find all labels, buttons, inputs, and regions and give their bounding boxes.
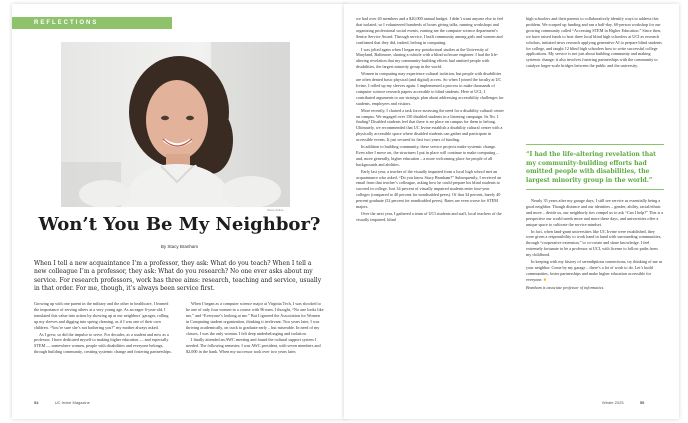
end-mark-icon: ■ xyxy=(543,276,546,282)
photo-credit: Steve Zylius xyxy=(267,208,284,212)
byline: By Stacy Branham xyxy=(160,244,199,249)
body-paragraph: In fact, when land-grant universities like UC Irvine were established, they were given a responsibility to work hand in hand with surrounding communities, through “cooperative extension,” to co-create and share knowledge. I feel extremely fortunate to be a professor at UCI, with license to follow paths from my childhood. xyxy=(526,228,662,258)
body-paragraph: high schoolers and their parents to collaboratively identify ways to address this problem. We scraped up funding and ran a half-day, 60-person workshop for our growing community called “Accessing STEM in Higher Education.” Since then, we have raised funds to host three local blind high schoolers at UCI as research scholars, initiated news research applying generative AI to prepare blind students for college, and taught 12 blind high schoolers how to write successful college applications. My service is not just about building community and making systemic change; it also involves fostering partnerships with the community to catalyze larger-scale bridges between the public and the university. xyxy=(526,16,662,69)
page-number: 55 xyxy=(639,400,645,405)
right-page xyxy=(344,4,679,419)
author-bio: Branham is associate professor of informatics. xyxy=(526,284,605,290)
body-paragraph: Early last year, a teacher of the visually impaired from a local high school met an acquaintance who asked, “Do you know Stacy Branham?” Subsequently, I received an email from that teacher’s colleague, asking how he could prepare his blind students to succeed in college. Just 34 percent of visually impaired students enter four-year colleges (compared to 40 percent for nondisabled peers). Of that 34 percent, barely 40 percent graduate (52 percent for nondisabled peers). Rates are even worse for STEM majors. xyxy=(356,168,501,210)
left-column-1 xyxy=(34,301,172,356)
body-paragraph: Growing up with one parent in the military and the other in healthcare, I learned the importance of serving others at a very young age. As an eager 6-year-old, I translated this value into action by showing up at our neighbors’ garages, rolling up my sleeves and digging into spring cleaning, as if I was one of their own children. “You’re sure she’s not bothering you?” my mother always asked. xyxy=(34,301,169,330)
body-paragraph: As I grew, so did the impulse to serve. For decades, as a student and now as a professor, I have dedicated myself to making higher education — and especially STEM — somewhere women, people with disabilities and everyone belongs, through building community, creating systemic change and fostering partnerships. xyxy=(34,331,172,355)
right-folio xyxy=(602,400,644,405)
body-paragraph: When I began as a computer science major at Virginia Tech, I was shocked to be one of only four women in a course with 96 men. I thought, “No one looks like me,” and “Everyone’s looking at me.” But I ignored the Association for Women in Computing student organization, thinking it irrelevant. Two years later, I was thriving academically, on track to graduate early – but miserable. In need of my classes, I was the only woman. I felt deep underbelonging and isolation. xyxy=(186,301,324,336)
left-column-2 xyxy=(186,301,324,356)
right-column-2-top xyxy=(526,16,664,70)
pull-quote-bottom-rule xyxy=(526,189,664,190)
article-title: Won’t You Be My Neighbor? xyxy=(38,214,321,235)
left-page xyxy=(12,4,347,419)
right-column-1 xyxy=(356,16,504,224)
body-paragraph: More recently, I chaired a task force assessing the need for a disability cultural center on campus. We engaged over 150 disabled students in a listening campaign. Its No. 1 finding? Disabled students feel that there is no place on campus for them to belong. Ultimately, we recommended that UC Irvine establish a disability cultural center with a physically accessible space where disabled students can gather and participate in accessible events. It just secured its first two years of funding. xyxy=(356,107,504,143)
body-paragraph: Nearly 35 years after my garage days, I still see service as essentially being a good neighbor. Though distance and our identities – gender, ability, racial/ethnic and more – divide us, our neighborly ties compel us to ask “Can I help?” This is a perspective our world needs more and more these days, and universities offer a unique space to cultivate the service mindset. xyxy=(526,198,664,227)
body-paragraph: In addition to building community, these service projects make systemic change. Even after I move on, the structures I put in place will continue to make computing – and, more generally, higher education – a more welcoming place for people of all backgrounds and abilities. xyxy=(356,144,499,167)
pull-quote-top-rule xyxy=(526,144,664,145)
body-paragraph: Over the next year, I gathered a team of UCI students and staff, local teachers of the visually impaired, blind xyxy=(356,211,502,222)
section-banner xyxy=(12,17,172,29)
body-paragraph: I was jolted again when I began my postdoctoral studies at the University of Maryland, Baltimore, sharing a cubicle with a blind software engineer. I had the life-altering revelation that my community-building efforts had omitted people with disabilities, the largest minority group in the world. xyxy=(356,46,499,70)
left-folio xyxy=(34,400,90,405)
body-paragraph xyxy=(526,259,664,283)
body-paragraph: we had over 40 members and a $20,000 annual budget. I didn’t want anyone else to feel that isolated, so I volunteered hundreds of hours giving talks, running workshops and organizing professional social events, earning me the computer science department’s Senior Service Award. Through service, I built community among girls and women and confirmed that they did, indeed, belong in computing. xyxy=(356,16,504,45)
publication-name: UC Irvine Magazine xyxy=(54,400,90,405)
body-paragraph: Women in computing may experience cultural isolation, but people with disabilities are often denied basic physical (and digital) access. So when I joined the faculty at UC Irvine, I rolled up my sleeves again. I implemented a process to make thousands of computer science research papers accessible to blind students. Here at UCI, I contributed arguments to our strategic plan about addressing accessibility challenges for students, employees and visitors. xyxy=(356,71,504,106)
section-label: REFLECTIONS xyxy=(34,20,99,26)
issue-date: Winter 2025 xyxy=(602,400,624,405)
right-column-2-bottom xyxy=(526,198,664,292)
author-portrait-photo xyxy=(61,42,290,207)
body-paragraph: I finally attended an AWC meeting and found the cultural support system I needed. The following semester, I was AWC president, with seven members and $2,000 in the bank. When my successor took over two years later, xyxy=(186,337,321,355)
closing-paragraph-text: In keeping with my history of serendipitous connections, try thinking of me as your neighbor. Come by my garage – there’s a lot of work to do. Let’s build communities, foster partnerships and make higher education accessible for everyone. xyxy=(526,259,663,282)
page-number: 54 xyxy=(34,400,39,405)
intro-paragraph: When I tell a new acquaintance I’m a professor, they ask: What do you teach? When I tell a new colleague I’m a professor, they ask: What do you research? No one ever asks about my service. For research professors, work has three aims: research, teaching and service, usually in that order. For me, though, it’s always been service first. xyxy=(34,260,322,293)
pull-quote: “I had the life-altering revelation that my community-building efforts had omitted people with disabilities, the largest minority group in the world.” xyxy=(526,151,656,184)
